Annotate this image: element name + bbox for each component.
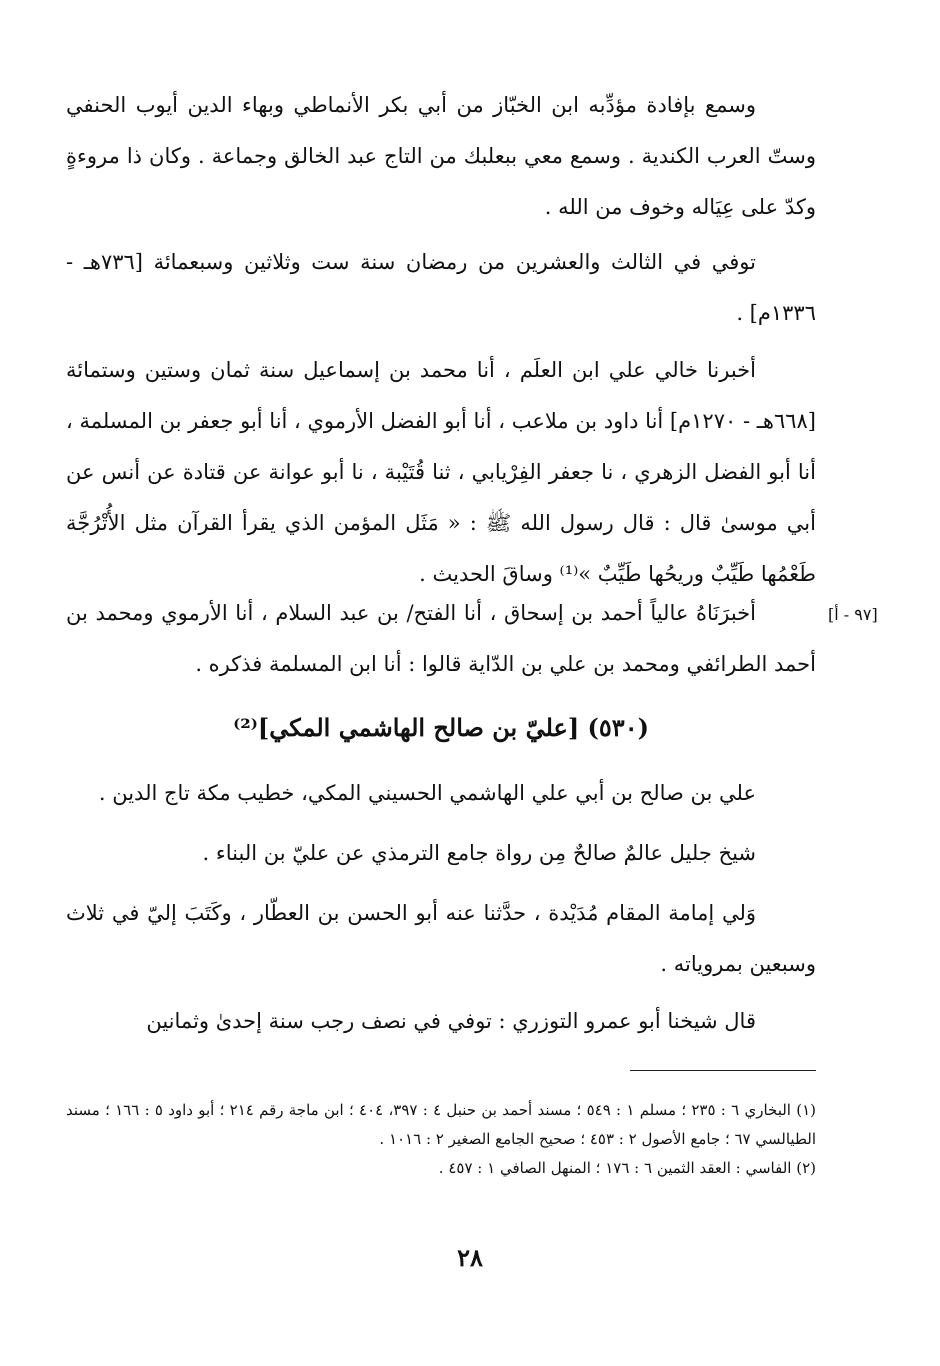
entry-heading: (٥٣٠) [عليّ بن صالح الهاشمي المكي]⁽²⁾ [233, 713, 649, 742]
page-number: ٢٨ [457, 1243, 483, 1272]
footnote-separator [630, 1070, 816, 1071]
paragraph-death-date [66, 237, 816, 339]
paragraph-hadith-chain [66, 345, 816, 600]
paragraph-entry-death [66, 996, 816, 1047]
footnote-1: (١) البخاري ٦ : ٢٣٥ ؛ مسلم ١ : ٥٤٩ ؛ مسند أحمد بن حنبل ٤ : ٣٩٧، ٤٠٤ ؛ ابن ماجة رقم ٢١٤ ؛ أبو داود ٥ : ١٦٦ ؛ مسند الطيالسي ٦٧ ؛ جامع الأصول ٢ : ٤٥٣ ؛ صحيح الجامع الصغير ٢ : ١٠١٦ . [66, 1101, 816, 1148]
paragraph-biography-continued [66, 80, 816, 233]
paragraph-text: أخبرنا خالي علي ابن العلَم ، أنا محمد بن إسماعيل سنة ثمان وستين وستمائة [٦٦٨هـ - ١٢٧٠م] أنا داود بن ملاعب ، أنا أبو الفضل الأرموي ، أنا أبو جعفر بن المسلمة ، أنا أبو الفضل الزهري ، نا جعفر الفِرْيابي ، ثنا قُتَيْبة ، نا أبو عوانة عن قتادة عن أنس عن أبي موسىٰ قال : قال رسول الله ﷺ : « مَثَل المؤمن الذي يقرأ القرآن مثل الأُتْرُجَّة طَعْمُها طَيِّبٌ وريحُها طَيِّبٌ »⁽¹⁾ وساقَ الحديث . [66, 358, 816, 586]
footnote-2: (٢) الفاسي : العقد الثمين ٦ : ١٧٦ ؛ المنهل الصافي ١ : ٤٥٧ . [438, 1159, 816, 1177]
paragraph-text: شيخ جليل عالمٌ صالحٌ مِن رواة جامع الترمذي عن عليّ بن البناء . [202, 841, 756, 865]
paragraph-higher-chain [66, 588, 816, 690]
paragraph-text: علي بن صالح بن أبي علي الهاشمي الحسيني المكي، خطيب مكة تاج الدين . [98, 781, 756, 805]
paragraph-text: وسمع بإفادة مؤدِّبه ابن الخبّاز من أبي بكر الأنماطي وبهاء الدين أيوب الحنفي وستّ العرب الكندية . وسمع معي ببعلبك من التاج عبد الخالق وجماعة . وكان ذا مروءةٍ وكدّ على عِيَاله وخوف من الله . [66, 93, 816, 219]
footnotes [66, 1096, 816, 1183]
paragraph-entry-description [66, 828, 816, 879]
margin-folio-note: [٩٧ - أ] [828, 605, 878, 624]
paragraph-text: قال شيخنا أبو عمرو التوزري : توفي في نصف رجب سنة إحدىٰ وثمانين [146, 1009, 756, 1033]
paragraph-text: أخبرَنَاهُ عالياً أحمد بن إسحاق ، أنا الفتح/ بن عبد السلام ، أنا الأرموي ومحمد بن أحمد الطرائفي ومحمد بن علي بن الدّاية قالوا : أنا ابن المسلمة فذكره . [66, 601, 816, 676]
paragraph-entry-name [66, 768, 816, 819]
paragraph-text: وَلي إمامة المقام مُدَيْدة ، حدَّثنا عنه أبو الحسن بن العطّار ، وكَتَبَ إليّ في ثلاث وسبعين بمروياته . [66, 901, 816, 976]
paragraph-text: توفي في الثالث والعشرين من رمضان سنة ست وثلاثين وسبعمائة [٧٣٦هـ - ١٣٣٦م] . [66, 250, 816, 325]
paragraph-entry-office [66, 888, 816, 990]
